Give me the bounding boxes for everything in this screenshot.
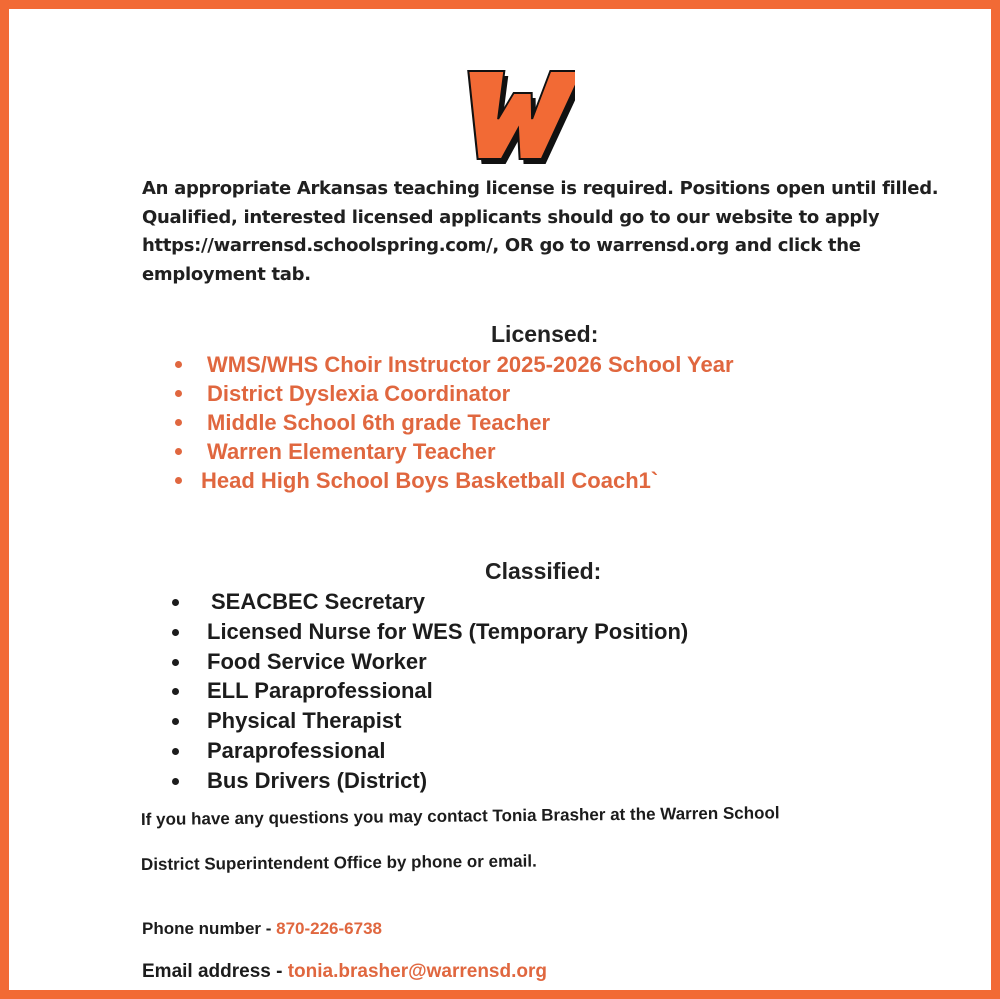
position-title: District Dyslexia Coordinator bbox=[207, 381, 511, 406]
position-title: Physical Therapist bbox=[207, 708, 402, 734]
contact-text: District Superintendent Office by phone or email. bbox=[140, 851, 537, 874]
position-title: WMS/WHS Choir Instructor 2025-2026 School Year bbox=[207, 352, 734, 377]
intro-line: https://warrensd.schoolspring.com/, OR go to warrensd.org and click the bbox=[142, 235, 861, 256]
bullet-icon bbox=[175, 477, 182, 484]
classified-heading: Classified: bbox=[485, 558, 602, 584]
email-label: Email address - bbox=[142, 961, 288, 982]
position-title: SEACBEC Secretary bbox=[211, 589, 425, 614]
bullet-icon bbox=[175, 448, 182, 455]
intro-line: employment tab. bbox=[142, 263, 311, 285]
position-title: Paraprofessional bbox=[207, 737, 386, 763]
bullet-icon bbox=[172, 778, 179, 785]
phone-label: Phone number - bbox=[142, 919, 277, 938]
position-title: Head High School Boys Basketball Coach1` bbox=[201, 468, 659, 493]
bullet-icon bbox=[172, 659, 179, 666]
email-line bbox=[142, 961, 547, 983]
intro-line: Qualified, interested licensed applicants should go to our website to apply bbox=[142, 206, 880, 228]
bullet-icon bbox=[172, 718, 179, 725]
position-title: ELL Paraprofessional bbox=[207, 678, 433, 704]
position-title: Bus Drivers (District) bbox=[207, 767, 428, 793]
position-title: Middle School 6th grade Teacher bbox=[207, 410, 551, 435]
licensed-heading: Licensed: bbox=[491, 321, 599, 347]
contact-text: If you have any questions you may contact Tonia Brasher at the Warren School bbox=[140, 803, 780, 829]
phone-line bbox=[142, 919, 382, 939]
w-logo-icon bbox=[445, 49, 575, 171]
bullet-icon bbox=[172, 748, 179, 755]
bullet-icon bbox=[172, 599, 179, 606]
bullet-icon bbox=[172, 629, 179, 636]
bullet-icon bbox=[172, 688, 179, 695]
position-title: Warren Elementary Teacher bbox=[207, 439, 496, 464]
bullet-icon bbox=[175, 390, 182, 397]
intro-line: An appropriate Arkansas teaching license is required. Positions open until filled. bbox=[142, 178, 939, 199]
bullet-icon bbox=[175, 361, 182, 368]
phone-number: 870-226-6738 bbox=[276, 919, 382, 938]
position-title: Licensed Nurse for WES (Temporary Position) bbox=[207, 618, 689, 644]
email-address: tonia.brasher@warrensd.org bbox=[287, 961, 547, 982]
bullet-icon bbox=[175, 419, 182, 426]
intro-paragraph bbox=[142, 175, 939, 289]
position-title: Food Service Worker bbox=[207, 648, 427, 674]
